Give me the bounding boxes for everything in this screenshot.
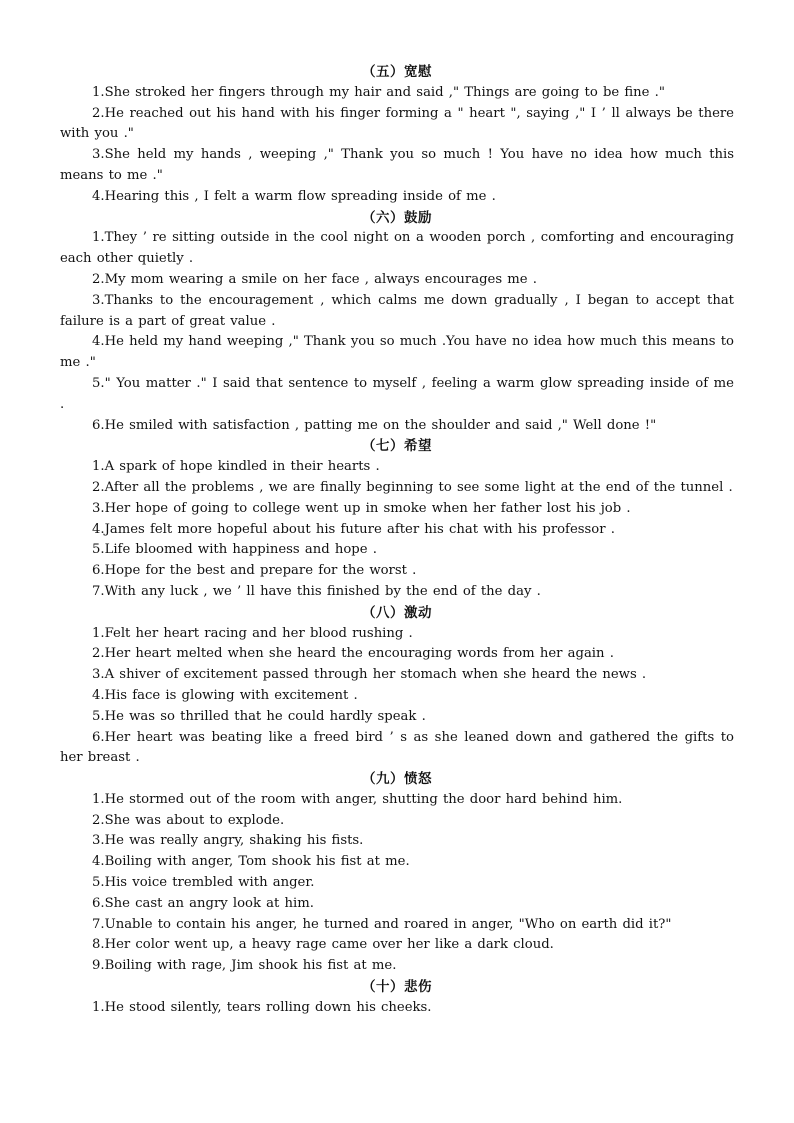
section-6 — [60, 208, 734, 437]
list-item: 3.He was really angry, shaking his fists. — [92, 833, 364, 849]
list-item: 4.Hearing this , I felt a warm flow spreading inside of me . — [92, 188, 496, 204]
list-item: 6.She cast an angry look at him. — [92, 895, 314, 911]
list-item: 9.Boiling with rage, Jim shook his fist at me. — [92, 958, 397, 974]
list-item: 2.My mom wearing a smile on her face , always encourages me . — [92, 271, 537, 287]
list-item: 5.He was so thrilled that he could hardly speak . — [92, 708, 426, 724]
list-item: 3.Thanks to the encouragement , which calms me down gradually , I began to accept that failure is a part of great value . — [60, 292, 734, 329]
list-item: 2.She was about to explode. — [92, 812, 285, 828]
list-item: 7.With any luck , we ’ ll have this finished by the end of the day . — [92, 583, 541, 599]
list-item: 1.A spark of hope kindled in their hearts . — [92, 459, 380, 475]
section-7 — [60, 436, 734, 602]
list-item: 4.James felt more hopeful about his future after his chat with his professor . — [92, 521, 615, 537]
list-item: 1.She stroked her fingers through my hair and said ," Things are going to be fine ." — [92, 84, 665, 100]
section-heading: （八）激动 — [362, 604, 432, 621]
list-item: 4.His face is glowing with excitement . — [92, 687, 358, 703]
list-item: 1.Felt her heart racing and her blood rushing . — [92, 625, 413, 641]
section-heading: （七）希望 — [362, 438, 432, 455]
list-item: 3.Her hope of going to college went up in smoke when her father lost his job . — [92, 500, 631, 516]
list-item: 6.Hope for the best and prepare for the worst . — [92, 563, 417, 579]
list-item: 8.Her color went up, a heavy rage came over her like a dark cloud. — [92, 937, 554, 953]
list-item: 6.Her heart was beating like a freed bird ’ s as she leaned down and gathered the gifts to her breast . — [60, 729, 734, 766]
list-item: 5.His voice trembled with anger. — [92, 875, 315, 891]
section-8 — [60, 603, 734, 769]
section-heading: （五）宽慰 — [362, 64, 432, 80]
list-item: 1.He stormed out of the room with anger, shutting the door hard behind him. — [92, 791, 623, 807]
list-item: 4.He held my hand weeping ," Thank you so much .You have no idea how much this means to me ." — [60, 334, 734, 371]
list-item: 6.He smiled with satisfaction , patting me on the shoulder and said ," Well done !" — [92, 417, 657, 433]
section-heading: （九）愤怒 — [362, 771, 432, 788]
section-heading: （六）鼓励 — [362, 209, 432, 226]
list-item: 2.After all the problems , we are finally beginning to see some light at the end of the tunnel . — [92, 479, 733, 495]
list-item: 1.He stood silently, tears rolling down his cheeks. — [92, 999, 432, 1015]
list-item: 5.Life bloomed with happiness and hope . — [92, 542, 377, 558]
section-heading: （十）悲伤 — [362, 979, 432, 996]
list-item: 7.Unable to contain his anger, he turned and roared in anger, "Who on earth did it?" — [92, 916, 672, 932]
list-item: 2.Her heart melted when she heard the encouraging words from her again . — [92, 646, 614, 662]
list-item: 3.A shiver of excitement passed through her stomach when she heard the news . — [92, 667, 647, 683]
list-item: 1.They ’ re sitting outside in the cool night on a wooden porch , comforting and encouraging each other quietly . — [60, 230, 734, 267]
list-item: 5." You matter ." I said that sentence to myself , feeling a warm glow spreading inside of me . — [60, 375, 734, 412]
list-item: 4.Boiling with anger, Tom shook his fist at me. — [92, 854, 410, 870]
section-10 — [60, 977, 734, 1019]
section-9 — [60, 769, 734, 977]
list-item: 2.He reached out his hand with his finger forming a " heart ", saying ," I ’ ll always be there with you ." — [60, 105, 734, 142]
section-5 — [60, 62, 734, 208]
list-item: 3.She held my hands , weeping ," Thank you so much ! You have no idea how much this means to me ." — [60, 147, 734, 183]
